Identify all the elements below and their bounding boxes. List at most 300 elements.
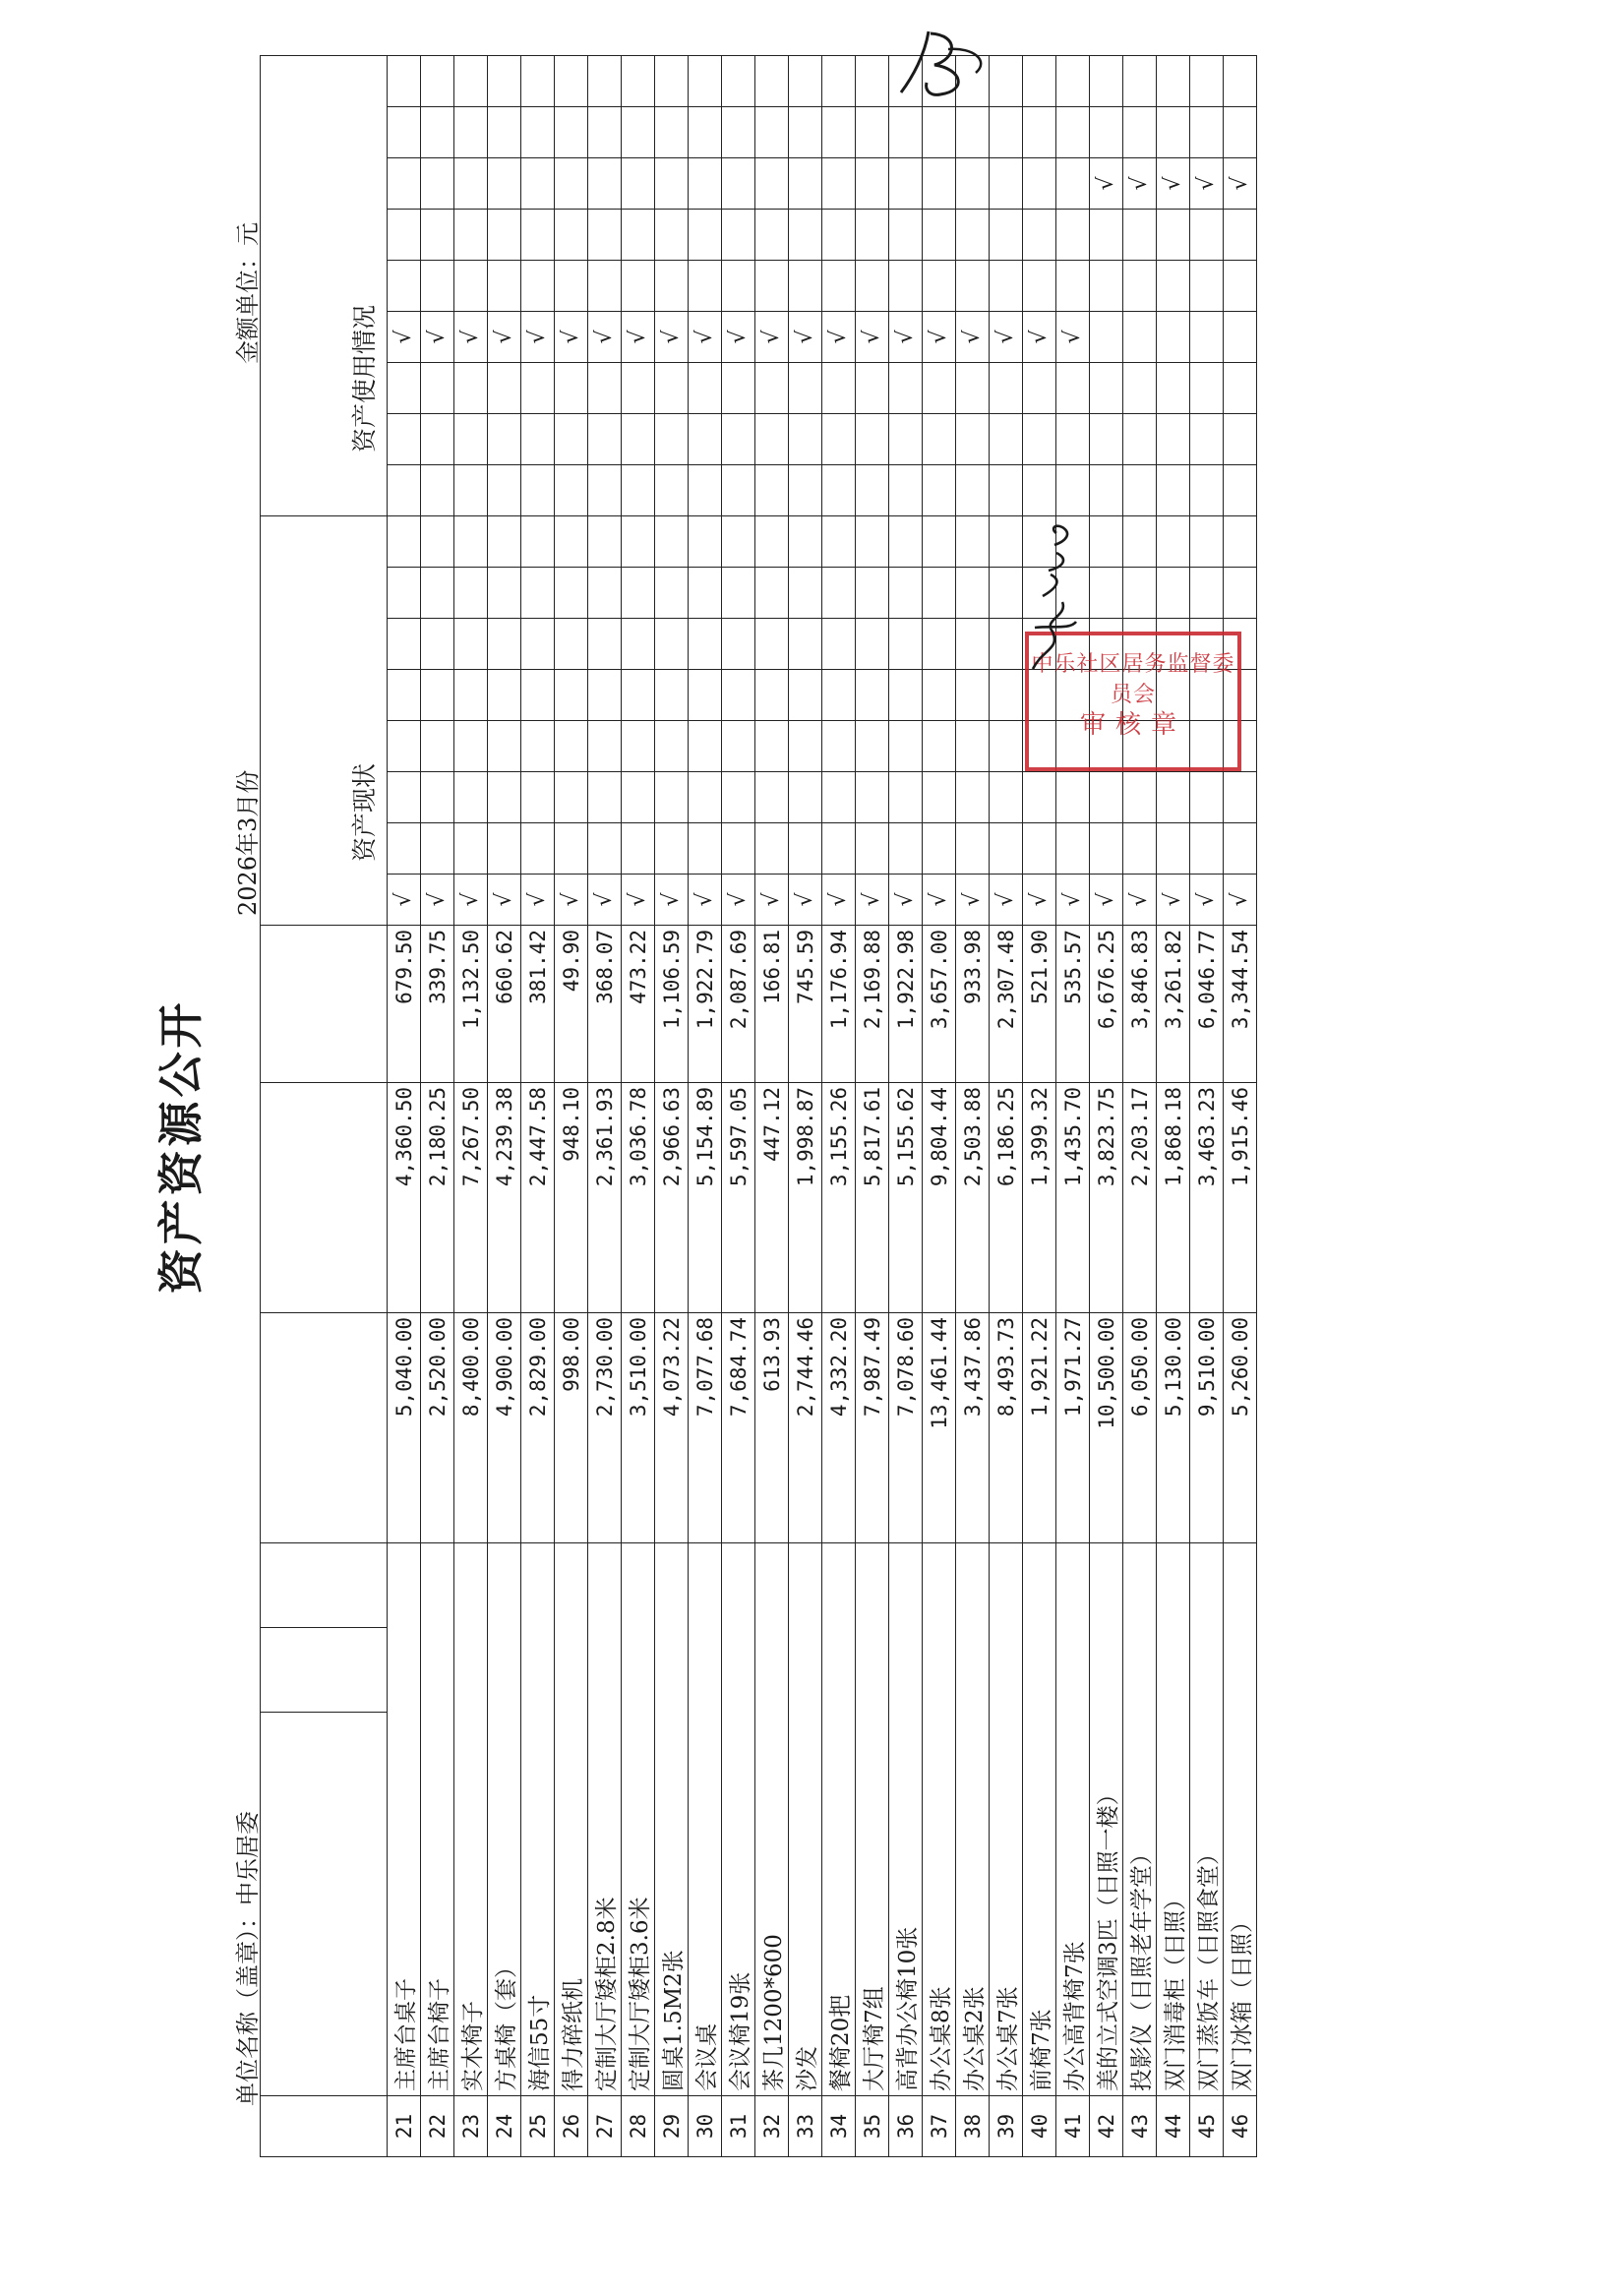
usage-cell-blank [956, 414, 990, 465]
status-check-mark: √ [789, 875, 822, 926]
status-cell-blank [555, 516, 588, 568]
usage-cell-blank [521, 465, 555, 516]
status-cell-blank [956, 568, 990, 619]
status-cell-blank [755, 516, 789, 568]
usage-cell-blank [1224, 107, 1257, 158]
usage-cell-blank [1056, 210, 1090, 261]
net-value: 933.98 [956, 926, 990, 1083]
usage-cell-blank [789, 465, 822, 516]
asset-name: 大厅椅7组 [856, 1543, 889, 2096]
usage-cell-blank [421, 363, 454, 414]
usage-cell-blank [1123, 210, 1157, 261]
usage-check-mark: √ [956, 312, 990, 363]
status-cell-blank [990, 772, 1023, 823]
usage-cell-blank [555, 261, 588, 312]
status-cell-blank [388, 823, 421, 875]
status-cell-blank [622, 772, 655, 823]
usage-cell-blank [689, 414, 722, 465]
status-cell-blank [822, 670, 856, 721]
table-row [588, 56, 622, 2157]
original-value: 4,900.00 [488, 1313, 521, 1543]
original-value: 7,077.68 [689, 1313, 722, 1543]
net-value: 49.90 [555, 926, 588, 1083]
usage-cell-blank [755, 363, 789, 414]
accumulated-depreciation: 2,180.25 [421, 1083, 454, 1313]
usage-cell-blank [555, 465, 588, 516]
header-cell-blank [261, 1313, 388, 1543]
usage-cell-blank [1224, 363, 1257, 414]
status-cell-blank [1023, 772, 1056, 823]
original-value: 4,332.20 [822, 1313, 856, 1543]
status-cell-blank [789, 619, 822, 670]
usage-cell-blank [1023, 56, 1056, 107]
status-cell-blank [689, 568, 722, 619]
status-cell-blank [588, 721, 622, 772]
row-number: 31 [722, 2096, 755, 2157]
net-value: 1,106.59 [655, 926, 689, 1083]
status-cell-blank [655, 772, 689, 823]
usage-cell-blank [755, 465, 789, 516]
table-row [655, 56, 689, 2157]
status-cell-blank [655, 619, 689, 670]
net-value: 3,344.54 [1224, 926, 1257, 1083]
usage-cell-blank [1224, 312, 1257, 363]
status-cell-blank [923, 568, 956, 619]
asset-name: 定制大厅矮柜2.8米 [588, 1543, 622, 2096]
status-check-mark: √ [588, 875, 622, 926]
status-cell-blank [421, 619, 454, 670]
usage-cell-blank [421, 465, 454, 516]
row-number: 30 [689, 2096, 722, 2157]
asset-name: 双门消毒柜（日照） [1157, 1543, 1190, 2096]
row-number: 39 [990, 2096, 1023, 2157]
table-row [889, 56, 923, 2157]
usage-cell-blank [1090, 465, 1123, 516]
status-cell-blank [755, 823, 789, 875]
usage-check-mark: √ [722, 312, 755, 363]
status-check-mark: √ [1190, 875, 1224, 926]
status-cell-blank [421, 823, 454, 875]
status-cell-blank [1123, 516, 1157, 568]
accumulated-depreciation: 948.10 [555, 1083, 588, 1313]
status-cell-blank [755, 670, 789, 721]
asset-name: 沙发 [789, 1543, 822, 2096]
net-value: 679.50 [388, 926, 421, 1083]
status-cell-blank [521, 772, 555, 823]
usage-cell-blank [488, 158, 521, 210]
net-value: 660.62 [488, 926, 521, 1083]
row-number: 24 [488, 2096, 521, 2157]
usage-cell-blank [822, 56, 856, 107]
accumulated-depreciation: 6,186.25 [990, 1083, 1023, 1313]
status-cell-blank [889, 670, 923, 721]
asset-name: 美的立式空调3匹（日照一楼） [1090, 1543, 1123, 2096]
usage-cell-blank [488, 56, 521, 107]
usage-cell-blank [1157, 56, 1190, 107]
usage-cell-blank [755, 107, 789, 158]
accumulated-depreciation: 2,203.17 [1123, 1083, 1157, 1313]
usage-cell-blank [956, 107, 990, 158]
usage-cell-blank [388, 210, 421, 261]
status-cell-blank [689, 823, 722, 875]
usage-cell-blank [1157, 414, 1190, 465]
status-cell-blank [555, 823, 588, 875]
accumulated-depreciation: 3,463.23 [1190, 1083, 1224, 1313]
status-cell-blank [689, 721, 722, 772]
status-cell-blank [722, 721, 755, 772]
usage-cell-blank [655, 56, 689, 107]
usage-cell-blank [956, 210, 990, 261]
usage-cell-blank [454, 465, 488, 516]
usage-cell-blank [856, 363, 889, 414]
usage-cell-blank [1123, 261, 1157, 312]
status-check-mark: √ [1224, 875, 1257, 926]
usage-cell-blank [488, 363, 521, 414]
usage-cell-blank [1157, 363, 1190, 414]
original-value: 2,520.00 [421, 1313, 454, 1543]
usage-cell-blank [1157, 107, 1190, 158]
status-cell-blank [789, 516, 822, 568]
accumulated-depreciation: 1,399.32 [1023, 1083, 1056, 1313]
usage-cell-blank [588, 158, 622, 210]
usage-cell-blank [822, 107, 856, 158]
status-cell-blank [655, 516, 689, 568]
status-cell-blank [488, 568, 521, 619]
row-number: 40 [1023, 2096, 1056, 2157]
accumulated-depreciation: 4,360.50 [388, 1083, 421, 1313]
usage-cell-blank [588, 414, 622, 465]
status-cell-blank [421, 772, 454, 823]
usage-cell-blank [1190, 465, 1224, 516]
usage-cell-blank [755, 56, 789, 107]
original-value: 5,040.00 [388, 1313, 421, 1543]
net-value: 521.90 [1023, 926, 1056, 1083]
accumulated-depreciation: 2,503.88 [956, 1083, 990, 1313]
status-cell-blank [555, 568, 588, 619]
table-row [1224, 56, 1257, 2157]
status-cell-blank [1157, 823, 1190, 875]
asset-name: 前椅7张 [1023, 1543, 1056, 2096]
status-cell-blank [923, 721, 956, 772]
accumulated-depreciation: 5,597.05 [722, 1083, 755, 1313]
table-row [388, 56, 421, 2157]
table-row [521, 56, 555, 2157]
original-value: 3,510.00 [622, 1313, 655, 1543]
row-number: 33 [789, 2096, 822, 2157]
status-check-mark: √ [1090, 875, 1123, 926]
status-cell-blank [990, 721, 1023, 772]
status-cell-blank [856, 516, 889, 568]
usage-cell-blank [521, 261, 555, 312]
table-header-row [261, 56, 388, 2157]
usage-check-mark: √ [1090, 158, 1123, 210]
status-cell-blank [388, 670, 421, 721]
row-number: 25 [521, 2096, 555, 2157]
usage-cell-blank [1090, 261, 1123, 312]
status-cell-blank [1056, 772, 1090, 823]
status-cell-blank [521, 516, 555, 568]
table-row [1190, 56, 1224, 2157]
usage-cell-blank [956, 363, 990, 414]
status-cell-blank [655, 568, 689, 619]
status-cell-blank [889, 619, 923, 670]
usage-cell-blank [388, 158, 421, 210]
header-cell-blank [261, 1713, 388, 2096]
usage-cell-blank [689, 158, 722, 210]
usage-cell-blank [1023, 465, 1056, 516]
status-cell-blank [622, 823, 655, 875]
status-cell-blank [622, 619, 655, 670]
accumulated-depreciation: 1,998.87 [789, 1083, 822, 1313]
status-cell-blank [454, 772, 488, 823]
accumulated-depreciation: 7,267.50 [454, 1083, 488, 1313]
usage-cell-blank [990, 363, 1023, 414]
usage-cell-blank [1123, 363, 1157, 414]
accumulated-depreciation: 5,817.61 [856, 1083, 889, 1313]
usage-check-mark: √ [789, 312, 822, 363]
status-cell-blank [588, 516, 622, 568]
status-cell-blank [923, 516, 956, 568]
status-cell-blank [388, 721, 421, 772]
usage-cell-blank [555, 56, 588, 107]
usage-cell-blank [1090, 210, 1123, 261]
usage-cell-blank [555, 158, 588, 210]
row-number: 45 [1190, 2096, 1224, 2157]
status-cell-blank [488, 670, 521, 721]
usage-cell-blank [622, 107, 655, 158]
usage-cell-blank [555, 414, 588, 465]
original-value: 7,684.74 [722, 1313, 755, 1543]
usage-cell-blank [923, 107, 956, 158]
usage-cell-blank [923, 465, 956, 516]
net-value: 3,846.83 [1123, 926, 1157, 1083]
asset-table [260, 55, 1257, 2157]
usage-cell-blank [1224, 414, 1257, 465]
original-value: 613.93 [755, 1313, 789, 1543]
status-cell-blank [990, 823, 1023, 875]
seal-organization-text: 中乐社区居务监督委员会 [1031, 652, 1235, 707]
usage-cell-blank [588, 261, 622, 312]
status-cell-blank [789, 568, 822, 619]
status-cell-blank [789, 823, 822, 875]
status-check-mark: √ [923, 875, 956, 926]
status-cell-blank [956, 670, 990, 721]
usage-check-mark: √ [521, 312, 555, 363]
asset-name: 办公桌8张 [923, 1543, 956, 2096]
status-cell-blank [822, 823, 856, 875]
usage-cell-blank [889, 107, 923, 158]
usage-cell-blank [488, 261, 521, 312]
status-cell-blank [856, 823, 889, 875]
usage-cell-blank [923, 261, 956, 312]
net-value: 2,169.88 [856, 926, 889, 1083]
status-cell-blank [956, 619, 990, 670]
status-check-mark: √ [521, 875, 555, 926]
asset-name: 茶几1200*600 [755, 1543, 789, 2096]
status-cell-blank [755, 721, 789, 772]
status-cell-blank [923, 670, 956, 721]
status-cell-blank [588, 619, 622, 670]
usage-cell-blank [454, 56, 488, 107]
usage-cell-blank [388, 56, 421, 107]
status-cell-blank [1123, 823, 1157, 875]
status-cell-blank [622, 516, 655, 568]
header-cell-blank [261, 926, 388, 1083]
asset-name: 双门冰箱（日照） [1224, 1543, 1257, 2096]
net-value: 368.07 [588, 926, 622, 1083]
usage-cell-blank [990, 261, 1023, 312]
usage-cell-blank [990, 210, 1023, 261]
usage-cell-blank [1056, 261, 1090, 312]
net-value: 1,132.50 [454, 926, 488, 1083]
original-value: 9,510.00 [1190, 1313, 1224, 1543]
usage-cell-blank [421, 210, 454, 261]
usage-cell-blank [1224, 261, 1257, 312]
net-value: 473.22 [622, 926, 655, 1083]
asset-name: 餐椅20把 [822, 1543, 856, 2096]
usage-cell-blank [1190, 312, 1224, 363]
usage-cell-blank [1224, 56, 1257, 107]
usage-cell-blank [923, 363, 956, 414]
header-asset-status-label: 资产现状 [350, 762, 379, 862]
usage-cell-blank [421, 261, 454, 312]
header-asset-status [261, 516, 388, 926]
usage-check-mark: √ [822, 312, 856, 363]
accumulated-depreciation: 3,155.26 [822, 1083, 856, 1313]
accumulated-depreciation: 1,915.46 [1224, 1083, 1257, 1313]
usage-cell-blank [789, 261, 822, 312]
net-value: 535.57 [1056, 926, 1090, 1083]
status-cell-blank [689, 619, 722, 670]
table-row [990, 56, 1023, 2157]
document-meta-row [228, 187, 262, 2106]
usage-cell-blank [856, 56, 889, 107]
status-cell-blank [421, 568, 454, 619]
usage-cell-blank [923, 210, 956, 261]
usage-cell-blank [454, 363, 488, 414]
usage-cell-blank [521, 107, 555, 158]
usage-cell-blank [822, 158, 856, 210]
accumulated-depreciation: 2,361.93 [588, 1083, 622, 1313]
usage-cell-blank [521, 414, 555, 465]
row-number: 36 [889, 2096, 923, 2157]
usage-cell-blank [622, 363, 655, 414]
usage-cell-blank [454, 414, 488, 465]
usage-cell-blank [1224, 465, 1257, 516]
usage-cell-blank [789, 363, 822, 414]
asset-name: 得力碎纸机 [555, 1543, 588, 2096]
usage-cell-blank [1090, 107, 1123, 158]
usage-cell-blank [1090, 363, 1123, 414]
status-cell-blank [521, 670, 555, 721]
net-value: 381.42 [521, 926, 555, 1083]
asset-name: 圆桌1.5M2张 [655, 1543, 689, 2096]
original-value: 3,437.86 [956, 1313, 990, 1543]
status-cell-blank [822, 619, 856, 670]
status-cell-blank [1190, 568, 1224, 619]
net-value: 1,922.98 [889, 926, 923, 1083]
status-cell-blank [1090, 516, 1123, 568]
net-value: 339.75 [421, 926, 454, 1083]
asset-name: 方桌椅（套） [488, 1543, 521, 2096]
usage-cell-blank [555, 363, 588, 414]
row-number: 44 [1157, 2096, 1190, 2157]
row-number: 27 [588, 2096, 622, 2157]
usage-cell-blank [856, 414, 889, 465]
usage-cell-blank [655, 261, 689, 312]
row-number: 46 [1224, 2096, 1257, 2157]
status-cell-blank [421, 516, 454, 568]
asset-name: 定制大厅矮柜3.6米 [622, 1543, 655, 2096]
usage-cell-blank [1190, 107, 1224, 158]
row-number: 21 [388, 2096, 421, 2157]
usage-cell-blank [588, 465, 622, 516]
usage-check-mark: √ [1123, 158, 1157, 210]
accumulated-depreciation: 4,239.38 [488, 1083, 521, 1313]
original-value: 10,500.00 [1090, 1313, 1123, 1543]
asset-name: 海信55寸 [521, 1543, 555, 2096]
status-check-mark: √ [889, 875, 923, 926]
status-cell-blank [521, 721, 555, 772]
usage-cell-blank [1123, 107, 1157, 158]
usage-cell-blank [822, 414, 856, 465]
usage-cell-blank [454, 210, 488, 261]
usage-cell-blank [1023, 158, 1056, 210]
status-cell-blank [588, 823, 622, 875]
usage-cell-blank [1157, 210, 1190, 261]
usage-cell-blank [923, 414, 956, 465]
asset-name: 会议椅19张 [722, 1543, 755, 2096]
usage-check-mark: √ [588, 312, 622, 363]
status-check-mark: √ [1023, 875, 1056, 926]
row-number: 29 [655, 2096, 689, 2157]
table-row [1123, 56, 1157, 2157]
usage-cell-blank [1123, 465, 1157, 516]
usage-cell-blank [689, 465, 722, 516]
accumulated-depreciation: 2,966.63 [655, 1083, 689, 1313]
accumulated-depreciation: 1,435.70 [1056, 1083, 1090, 1313]
status-cell-blank [555, 772, 588, 823]
usage-cell-blank [722, 465, 755, 516]
usage-cell-blank [1123, 414, 1157, 465]
status-cell-blank [555, 721, 588, 772]
usage-cell-blank [722, 363, 755, 414]
usage-cell-blank [388, 107, 421, 158]
header-cell-blank [261, 1083, 388, 1313]
usage-cell-blank [421, 414, 454, 465]
accumulated-depreciation: 3,036.78 [622, 1083, 655, 1313]
usage-cell-blank [822, 465, 856, 516]
status-cell-blank [755, 568, 789, 619]
status-cell-blank [555, 619, 588, 670]
table-row [689, 56, 722, 2157]
original-value: 7,987.49 [856, 1313, 889, 1543]
original-value: 5,130.00 [1157, 1313, 1190, 1543]
table-row [622, 56, 655, 2157]
usage-cell-blank [655, 414, 689, 465]
usage-cell-blank [1090, 56, 1123, 107]
status-cell-blank [722, 516, 755, 568]
table-row [488, 56, 521, 2157]
header-cell-blank [261, 1543, 388, 1628]
usage-check-mark: √ [755, 312, 789, 363]
usage-cell-blank [722, 210, 755, 261]
usage-cell-blank [822, 261, 856, 312]
usage-cell-blank [521, 210, 555, 261]
net-value: 1,176.94 [822, 926, 856, 1083]
status-cell-blank [588, 772, 622, 823]
usage-cell-blank [755, 210, 789, 261]
